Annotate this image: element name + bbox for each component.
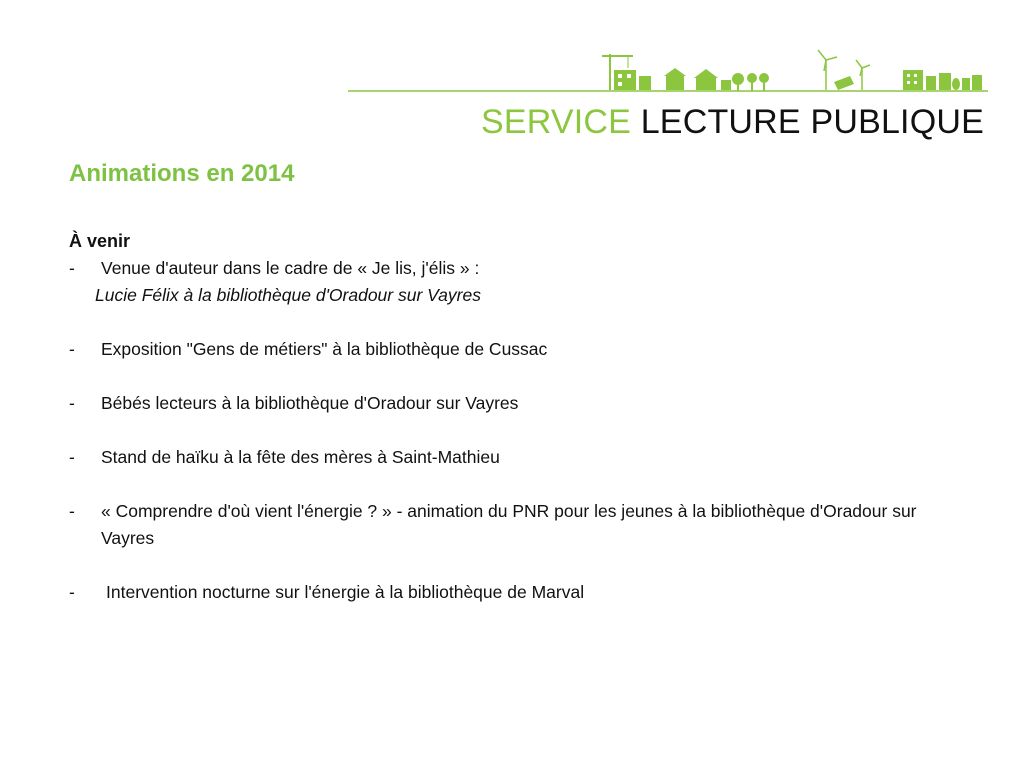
list-item-text: « Comprendre d'où vient l'énergie ? » - animation du PNR pour les jeunes à la bibliothèque d'Oradour sur Vayres [101,501,917,548]
list-item-text: Stand de haïku à la fête des mères à Saint-Mathieu [101,447,500,467]
list-item [69,255,969,282]
header-title-service: SERVICE [480,103,632,141]
header-title-lecture-publique: LECTURE PUBLIQUE [640,103,984,141]
bullet-dash: - [69,501,75,521]
subheading: À venir [69,231,131,251]
list-item-text: Exposition "Gens de métiers" à la bibliothèque de Cussac [101,339,548,359]
bullet-dash: - [69,447,75,467]
list-item [69,390,969,417]
list-item [69,498,969,552]
list-item [69,444,969,471]
list-item-subline: Lucie Félix à la bibliothèque d'Oradour sur Vayres [95,285,481,305]
bullet-dash: - [69,582,75,602]
section-title: Animations en 2014 [69,160,295,187]
green-city-skyline-icon [348,40,988,95]
list-item [69,336,969,363]
page-header-title [481,103,984,142]
list-item-text: Bébés lecteurs à la bibliothèque d'Oradour sur Vayres [101,393,519,413]
content-body [69,228,969,606]
banner [348,40,988,95]
bullet-dash: - [69,258,75,278]
bullet-dash: - [69,339,75,359]
list-item [69,579,969,606]
list-item-text: Venue d'auteur dans le cadre de « Je lis, j'élis » : [101,258,480,278]
bullet-dash: - [69,393,75,413]
list-item-text: Intervention nocturne sur l'énergie à la bibliothèque de Marval [106,582,585,602]
